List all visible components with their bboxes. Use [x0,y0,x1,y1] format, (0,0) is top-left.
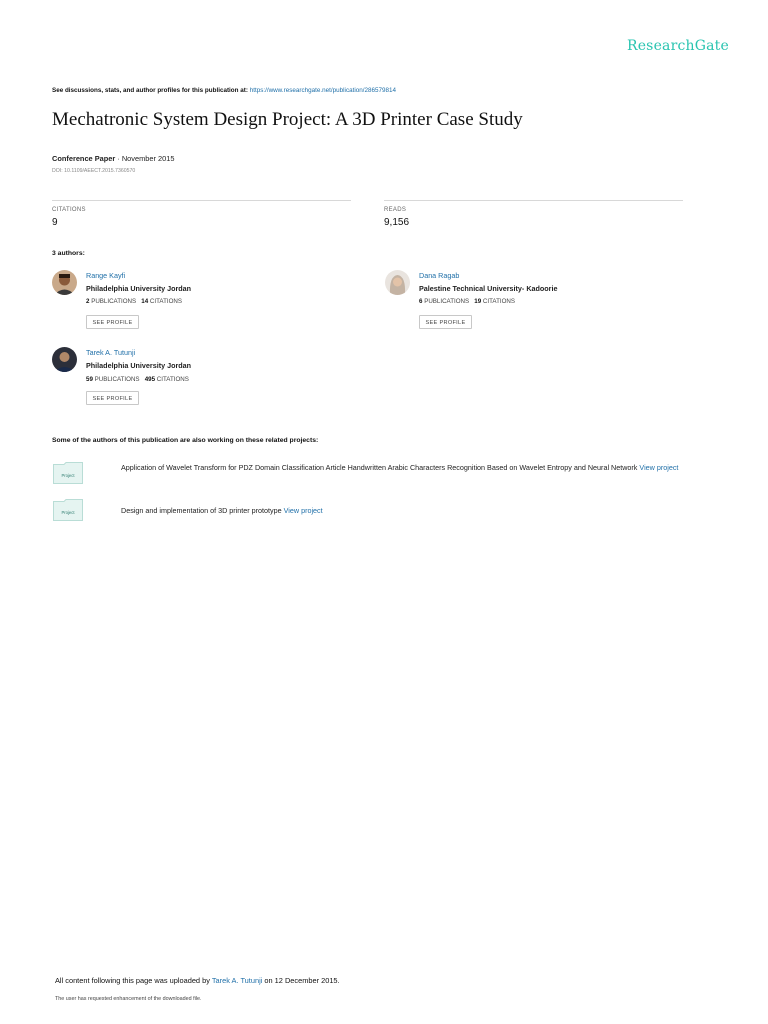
author-name[interactable]: Dana Ragab [419,271,460,280]
author-avatar[interactable] [52,270,77,295]
person-photo-icon [52,347,77,372]
publication-count: 6 [419,298,423,305]
discussion-line [52,87,396,94]
reads-value: 9,156 [384,217,410,228]
citation-count: 19 [474,298,482,305]
citations-label: CITATIONS [149,298,183,305]
upload-prefix: All content following this page was uploaded by [55,976,212,985]
citations-value: 9 [52,217,58,228]
author-avatar[interactable] [52,347,77,372]
folder-icon [53,462,83,484]
project-title: Application of Wavelet Transform for PDZ Domain Classification Article Handwritten Arabic Characters Recognition Based on Wavelet Entropy and Neural Network [121,463,638,472]
project-icon [53,499,83,521]
project-title: Design and implementation of 3D printer prototype [121,506,282,515]
reads-label: READS [384,207,407,213]
publication-link[interactable]: https://www.researchgate.net/publication/286579814 [249,87,397,94]
discussion-prefix: See discussions, stats, and author profiles for this publication at: [52,87,250,94]
project-item [121,462,721,474]
see-profile-button[interactable]: SEE PROFILE [86,391,139,405]
researchgate-logo[interactable]: ResearchGate [626,38,729,54]
publication-count: 59 [86,376,93,383]
citations-divider [52,200,351,201]
project-icon-label: Project [61,473,75,478]
project-icon-label: Project [61,510,75,515]
project-icon [53,462,83,484]
paper-doi: DOI: 10.1109/AEECT.2015.7360570 [52,168,136,174]
authors-heading: 3 authors: [52,250,85,257]
author-stats [86,298,182,305]
publication-count: 2 [86,298,90,305]
project-item [121,505,721,517]
publications-label: PUBLICATIONS [424,298,470,305]
upload-suffix: on 12 December 2015. [262,976,340,985]
paper-title: Mechatronic System Design Project: A 3D Printer Case Study [52,109,523,130]
citation-count: 14 [141,298,149,305]
author-avatar[interactable] [385,270,410,295]
author-affiliation: Palestine Technical University- Kadoorie [419,284,558,293]
publications-label: PUBLICATIONS [94,376,140,383]
author-name[interactable]: Range Kayfi [86,271,126,280]
citation-count: 495 [144,376,156,383]
view-project-link[interactable]: View project [283,506,323,515]
person-photo-icon [52,270,77,295]
author-name[interactable]: Tarek A. Tutunji [86,348,136,357]
related-projects-heading: Some of the authors of this publication are also working on these related projects: [52,437,319,444]
uploader-link[interactable]: Tarek A. Tutunji [211,976,263,985]
folder-icon [53,499,83,521]
see-profile-button[interactable]: SEE PROFILE [86,315,139,329]
see-profile-button[interactable]: SEE PROFILE [419,315,472,329]
author-stats [419,298,515,305]
paper-type: Conference Paper [52,154,116,163]
paper-date: November 2015 [121,154,175,163]
paper-type-line [52,154,174,163]
enhancement-note: The user has requested enhancement of the downloaded file. [55,996,202,1002]
citations-label: CITATIONS [482,298,516,305]
reads-divider [384,200,683,201]
citations-label: CITATIONS [52,207,86,213]
citations-label: CITATIONS [156,376,189,383]
author-affiliation: Philadelphia University Jordan [86,284,192,293]
author-affiliation: Philadelphia University Jordan [86,361,192,370]
type-separator: · [115,154,122,163]
person-photo-icon [385,270,410,295]
view-project-link[interactable]: View project [639,463,679,472]
upload-note [55,976,340,985]
author-stats [86,376,189,383]
publications-label: PUBLICATIONS [91,298,137,305]
